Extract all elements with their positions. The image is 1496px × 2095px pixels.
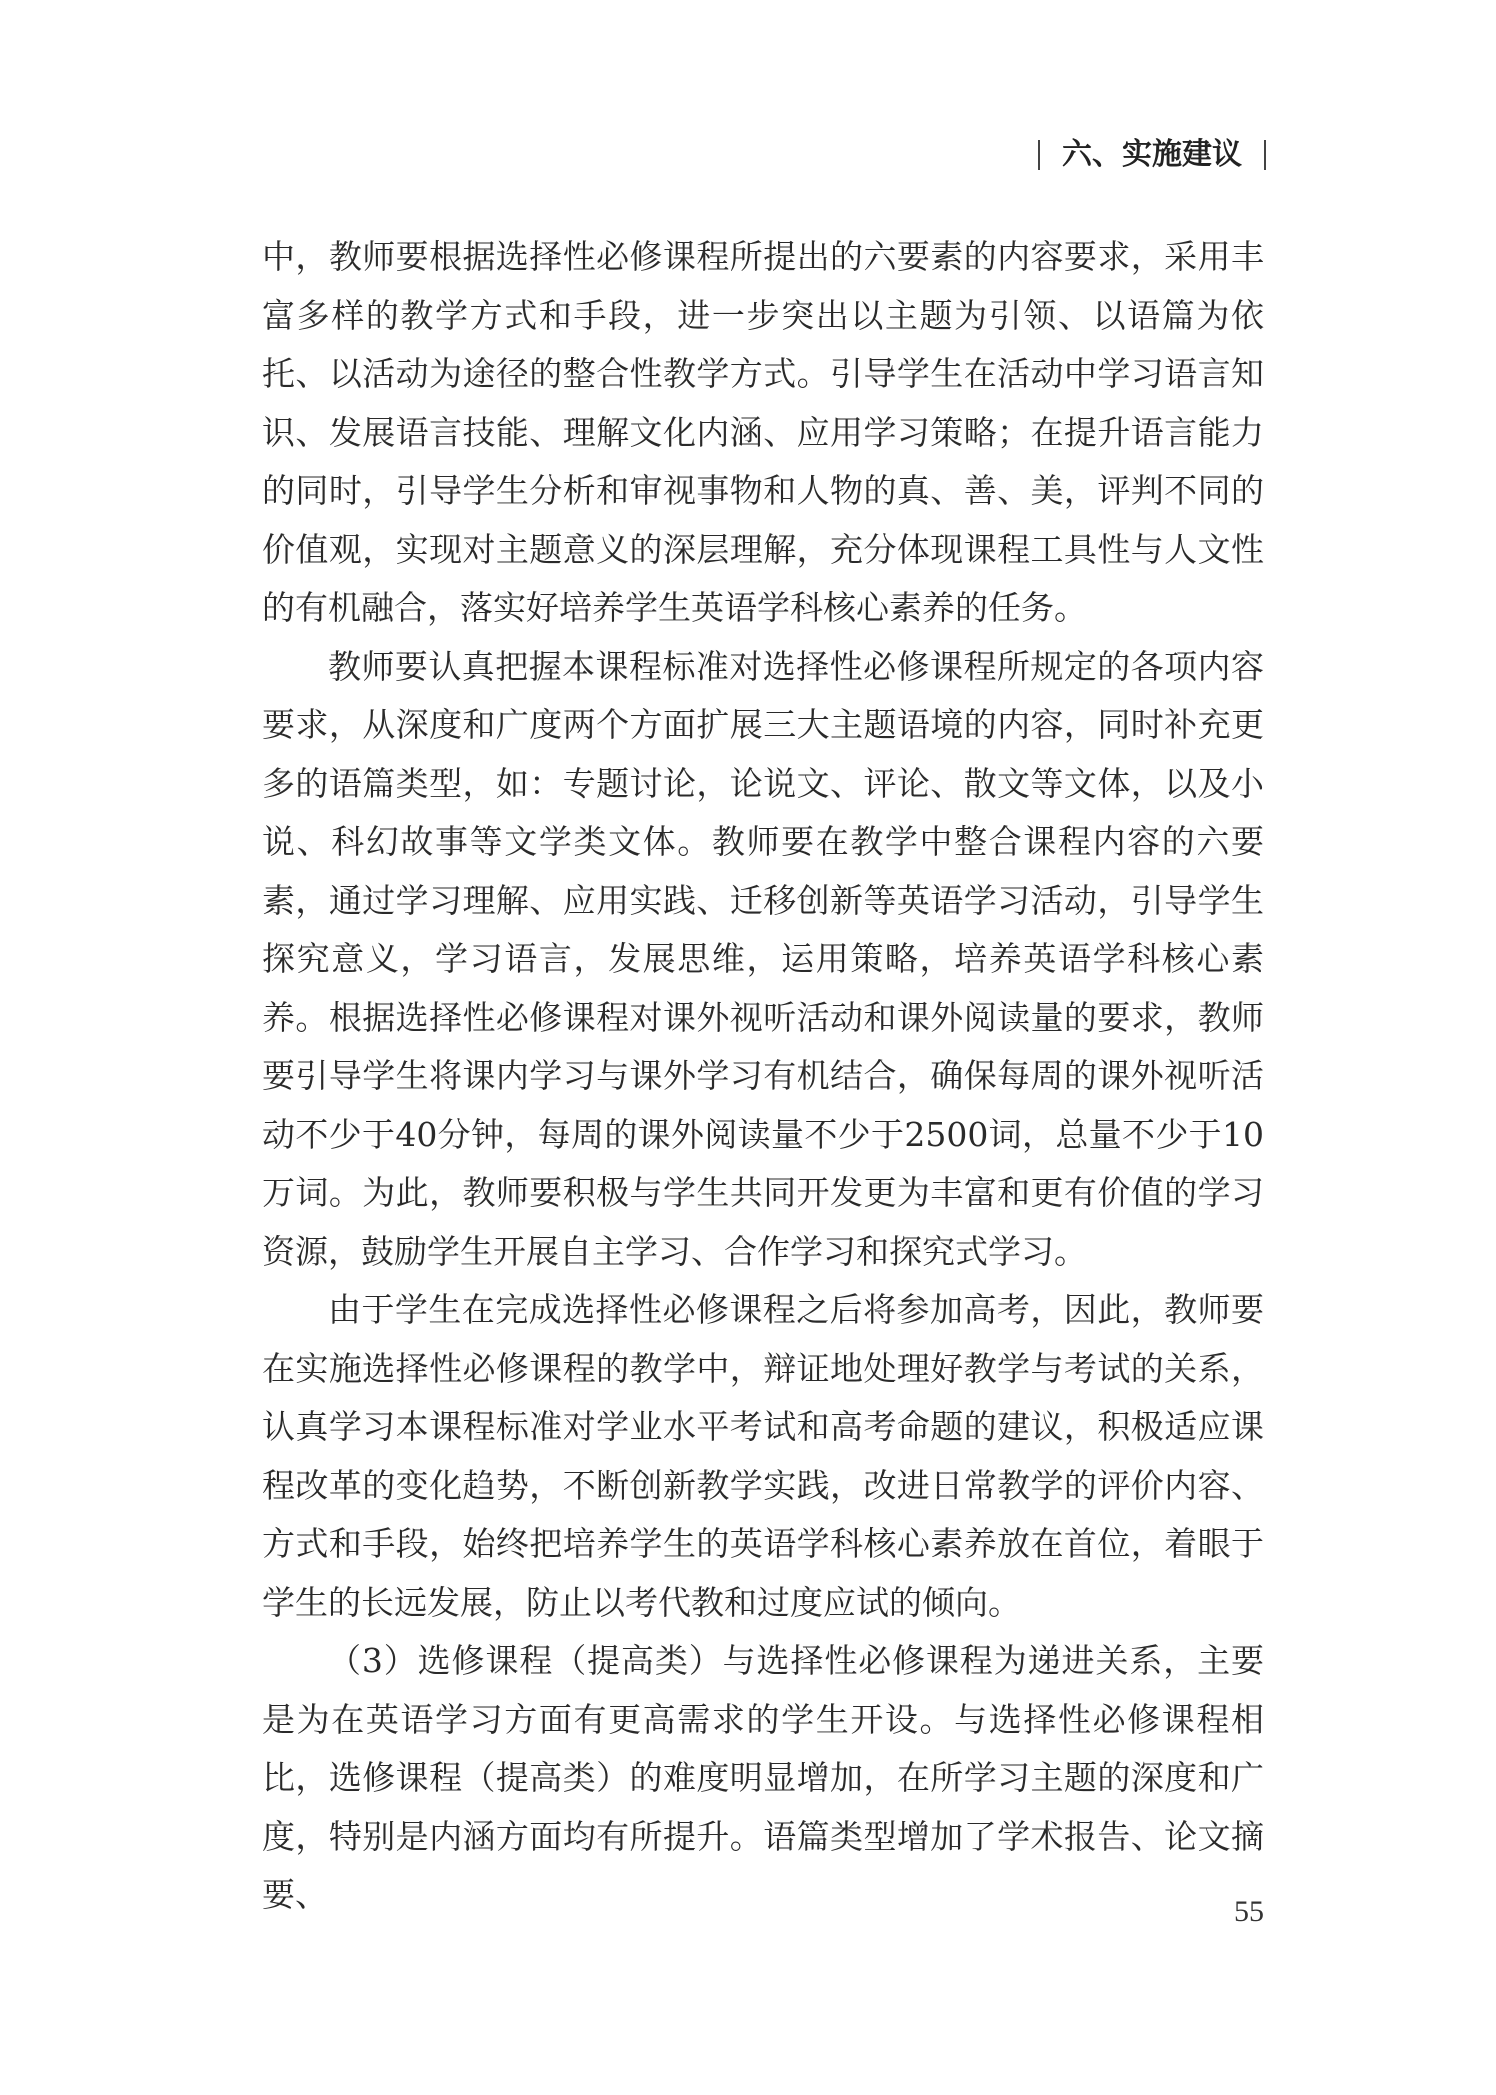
page-number: 55 [1234,1895,1264,1928]
paragraph-2: 教师要认真把握本课程标准对选择性必修课程所规定的各项内容要求，从深度和广度两个方面扩展三大主题语境的内容，同时补充更多的语篇类型，如：专题讨论，论说文、评论、散文等文体，以及小说、科幻故事等文学类文体。教师要在教学中整合课程内容的六要素，通过学习理解、应用实践、迁移创新等英语学习活动，引导学生探究意义，学习语言，发展思维，运用策略，培养英语学科核心素养。根据选择性必修课程对课外视听活动和课外阅读量的要求，教师要引导学生将课内学习与课外学习有机结合，确保每周的课外视听活动不少于40分钟，每周的课外阅读量不少于2500词，总量不少于10万词。为此，教师要积极与学生共同开发更为丰富和更有价值的学习资源，鼓励学生开展自主学习、合作学习和探究式学习。 [262,646,1264,1271]
header-left-bar [1038,140,1040,170]
header-right-bar [1264,140,1266,170]
section-title: 六、实施建议 [1062,137,1242,172]
running-header [1038,137,1266,172]
body-text [262,228,1264,1925]
paragraph-1: 中，教师要根据选择性必修课程所提出的六要素的内容要求，采用丰富多样的教学方式和手段，进一步突出以主题为引领、以语篇为依托、以活动为途径的整合性教学方式。引导学生在活动中学习语言知识、发展语言技能、理解文化内涵、应用学习策略；在提升语言能力的同时，引导学生分析和审视事物和人物的真、善、美，评判不同的价值观，实现对主题意义的深层理解，充分体现课程工具性与人文性的有机融合，落实好培养学生英语学科核心素养的任务。 [262,237,1264,627]
paragraph-3: 由于学生在完成选择性必修课程之后将参加高考，因此，教师要在实施选择性必修课程的教学中，辩证地处理好教学与考试的关系，认真学习本课程标准对学业水平考试和高考命题的建议，积极适应课程改革的变化趋势，不断创新教学实践，改进日常教学的评价内容、方式和手段，始终把培养学生的英语学科核心素养放在首位，着眼于学生的长远发展，防止以考代教和过度应试的倾向。 [262,1290,1264,1622]
paragraph-4: （3）选修课程（提高类）与选择性必修课程为递进关系，主要是为在英语学习方面有更高需求的学生开设。与选择性必修课程相比，选修课程（提高类）的难度明显增加，在所学习主题的深度和广度，特别是内涵方面均有所提升。语篇类型增加了学术报告、论文摘要、 [262,1641,1264,1914]
